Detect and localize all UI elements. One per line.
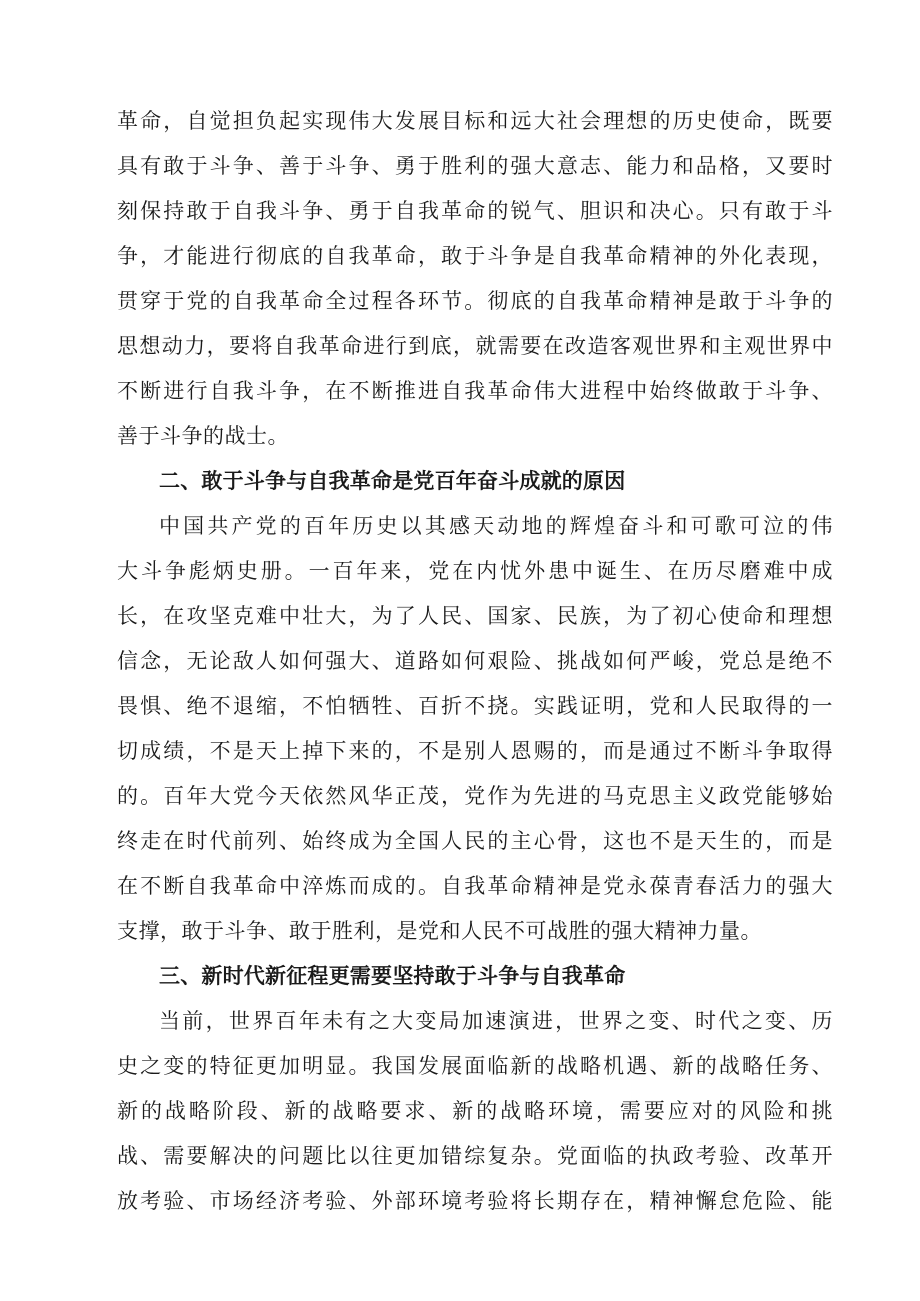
paragraph-1 <box>117 99 833 459</box>
section-heading-3: 三、新时代新征程更需要坚持敢于斗争与自我革命 <box>159 964 626 988</box>
paragraph-line: 终走在时代前列、始终成为全国人民的主心骨，这也不是天生的，而是 <box>117 829 833 853</box>
paragraph-line: 放考验、市场经济考验、外部环境考验将长期存在，精神懈怠危险、能 <box>117 1189 833 1213</box>
paragraph-line: 大斗争彪炳史册。一百年来，党在内忧外患中诞生、在历尽磨难中成 <box>117 559 833 583</box>
paragraph-line: 思想动力，要将自我革命进行到底，就需要在改造客观世界和主观世界中 <box>117 334 833 358</box>
section-heading-2: 二、敢于斗争与自我革命是党百年奋斗成就的原因 <box>159 469 626 493</box>
paragraph-line: 切成绩，不是天上掉下来的，不是别人恩赐的，而是通过不断斗争取得 <box>117 739 833 763</box>
paragraph-line: 战、需要解决的问题比以往更加错综复杂。党面临的执政考验、改革开 <box>117 1144 833 1168</box>
paragraph-line: 具有敢于斗争、善于斗争、勇于胜利的强大意志、能力和品格，又要时 <box>117 154 833 178</box>
paragraph-2 <box>117 504 833 954</box>
paragraph-line: 信念，无论敌人如何强大、道路如何艰险、挑战如何严峻，党总是绝不 <box>117 649 833 673</box>
paragraph-line: 中国共产党的百年历史以其感天动地的辉煌奋斗和可歌可泣的伟 <box>159 514 833 538</box>
paragraph-line: 不断进行自我斗争，在不断推进自我革命伟大进程中始终做敢于斗争、 <box>117 379 833 403</box>
paragraph-line: 当前，世界百年未有之大变局加速演进，世界之变、时代之变、历 <box>159 1009 833 1033</box>
paragraph-line: 刻保持敢于自我斗争、勇于自我革命的锐气、胆识和决心。只有敢于斗 <box>117 199 833 223</box>
paragraph-line: 畏惧、绝不退缩，不怕牺牲、百折不挠。实践证明，党和人民取得的一 <box>117 694 833 718</box>
paragraph-line: 在不断自我革命中淬炼而成的。自我革命精神是党永葆青春活力的强大 <box>117 874 833 898</box>
paragraph-line: 新的战略阶段、新的战略要求、新的战略环境，需要应对的风险和挑 <box>117 1099 833 1123</box>
paragraph-line: 善于斗争的战士。 <box>117 424 289 448</box>
paragraph-line: 支撑，敢于斗争、敢于胜利，是党和人民不可战胜的强大精神力量。 <box>117 919 762 943</box>
paragraph-line: 贯穿于党的自我革命全过程各环节。彻底的自我革命精神是敢于斗争的 <box>117 289 833 313</box>
paragraph-line: 长，在攻坚克难中壮大，为了人民、国家、民族，为了初心使命和理想 <box>117 604 833 628</box>
paragraph-3 <box>117 999 833 1224</box>
paragraph-line: 革命，自觉担负起实现伟大发展目标和远大社会理想的历史使命，既要 <box>117 109 833 133</box>
document-page <box>117 99 833 1224</box>
paragraph-line: 的。百年大党今天依然风华正茂，党作为先进的马克思主义政党能够始 <box>117 784 833 808</box>
paragraph-line: 争，才能进行彻底的自我革命，敢于斗争是自我革命精神的外化表现， <box>117 244 833 268</box>
paragraph-line: 史之变的特征更加明显。我国发展面临新的战略机遇、新的战略任务、 <box>117 1054 833 1078</box>
